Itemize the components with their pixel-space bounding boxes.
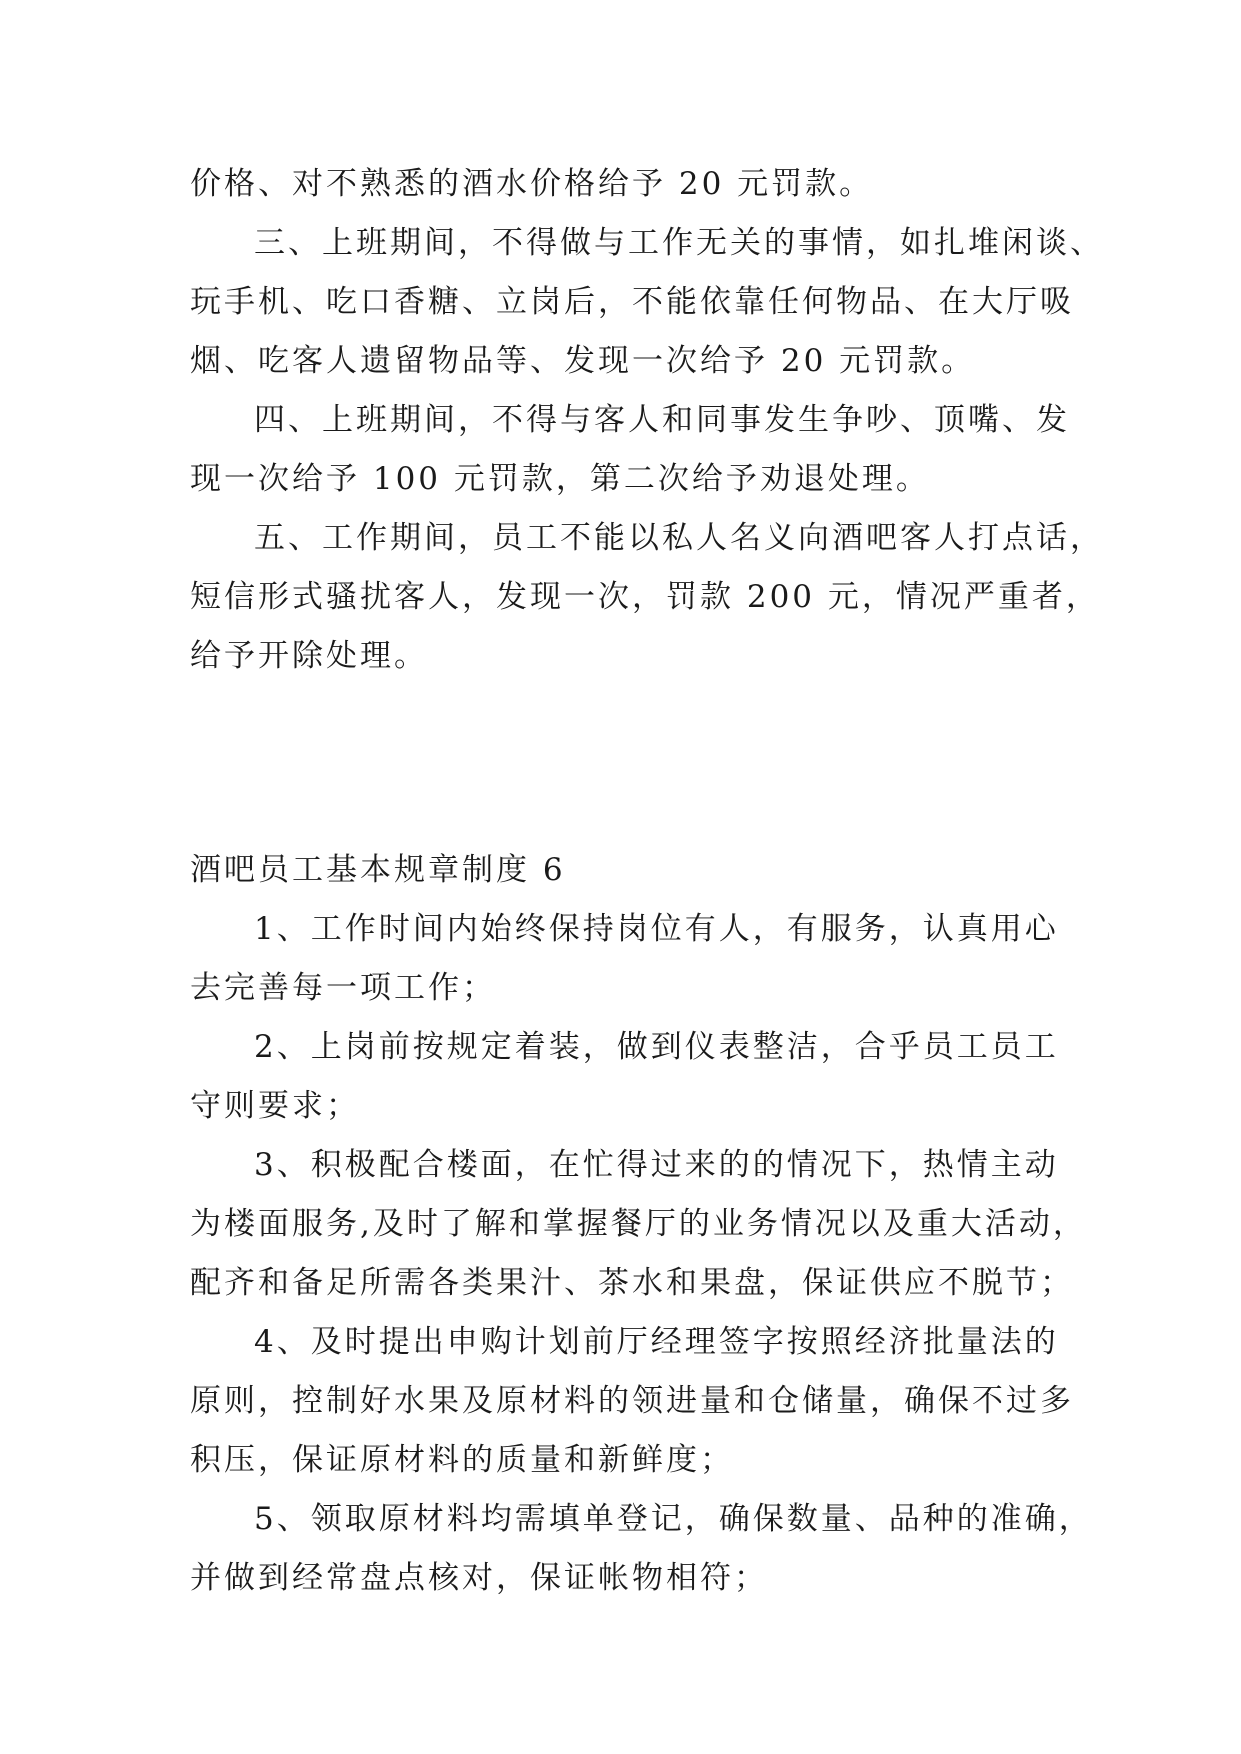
text-line: 为楼面服务,及时了解和掌握餐厅的业务情况以及重大活动， bbox=[190, 1206, 1087, 1242]
text-line: 价格、对不熟悉的酒水价格给予 20 元罚款。 bbox=[190, 166, 874, 202]
section-spacer bbox=[190, 686, 1070, 841]
text-line: 给予开除处理。 bbox=[190, 638, 428, 674]
text-line: 原则，控制好水果及原材料的领进量和仓储量，确保不过多 bbox=[190, 1383, 1074, 1419]
text-line: 守则要求； bbox=[190, 1088, 360, 1124]
text-line: 配齐和备足所需各类果汁、茶水和果盘，保证供应不脱节； bbox=[190, 1265, 1074, 1301]
text-line: 现一次给予 100 元罚款，第二次给予劝退处理。 bbox=[190, 461, 930, 497]
text-line: 玩手机、吃口香糖、立岗后，不能依靠任何物品、在大厅吸 bbox=[190, 284, 1074, 320]
text-line: 短信形式骚扰客人，发现一次，罚款 200 元，情况严重者， bbox=[190, 579, 1100, 615]
text-line: 三、上班期间，不得做与工作无关的事情，如扎堆闲谈、 bbox=[254, 225, 1104, 261]
previous-section bbox=[190, 155, 1104, 686]
text-line: 积压，保证原材料的质量和新鲜度； bbox=[190, 1442, 734, 1478]
text-line: 并做到经常盘点核对，保证帐物相符； bbox=[190, 1560, 768, 1596]
section-6 bbox=[190, 841, 1093, 1608]
text-line: 1、工作时间内始终保持岗位有人，有服务，认真用心 bbox=[254, 911, 1059, 947]
text-line: 五、工作期间，员工不能以私人名义向酒吧客人打点话， bbox=[254, 520, 1104, 556]
text-line: 去完善每一项工作； bbox=[190, 970, 496, 1006]
text-line: 2、上岗前按规定着装，做到仪表整洁，合乎员工员工 bbox=[254, 1029, 1059, 1065]
text-line: 3、积极配合楼面，在忙得过来的的情况下，热情主动 bbox=[254, 1147, 1059, 1183]
text-line: 5、领取原材料均需填单登记，确保数量、品种的准确， bbox=[254, 1501, 1093, 1537]
text-line: 4、及时提出申购计划前厅经理签字按照经济批量法的 bbox=[254, 1324, 1059, 1360]
text-line: 四、上班期间，不得与客人和同事发生争吵、顶嘴、发 bbox=[254, 402, 1070, 438]
document-page bbox=[190, 155, 1104, 1608]
section-title: 酒吧员工基本规章制度 6 bbox=[190, 852, 566, 888]
text-line: 烟、吃客人遗留物品等、发现一次给予 20 元罚款。 bbox=[190, 343, 976, 379]
